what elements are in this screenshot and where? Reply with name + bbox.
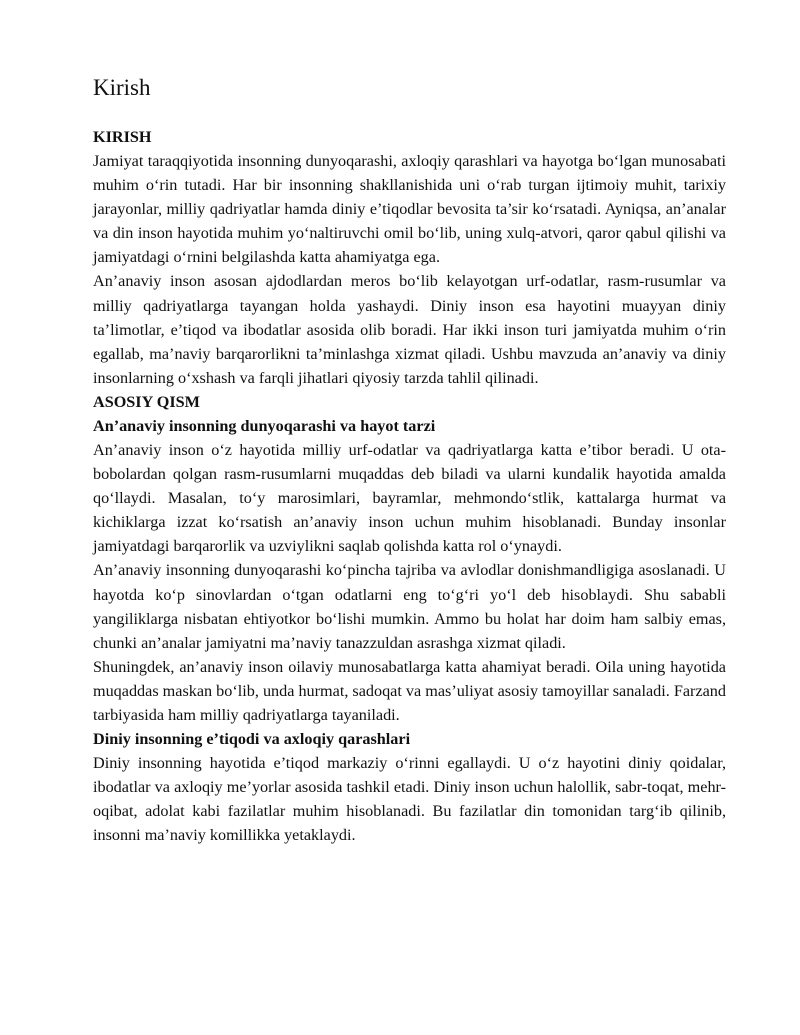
paragraph-intro-1: Jamiyat taraqqiyotida insonning dunyoqarashi, axloqiy qarashlari va hayotga bo‘lgan munosabati muhim o‘rin tutadi. Har bir insonning shakllanishida uni o‘rab turgan ijtimoiy muhit, tarixiy jarayonlar, milliy qadriyatlar hamda diniy e’tiqodlar bevosita ta’sir ko‘rsatadi. Ayniqsa, an’analar va din inson hayotida muhim yo‘naltiruvchi omil bo‘lib, uning xulq-atvori, qaror qabul qilishi va jamiyatdagi o‘rnini belgilashda katta ahamiyatga ega.: [93, 152, 726, 267]
subheading-ananaviy-inson: An’anaviy insonning dunyoqarashi va hayot tarzi: [93, 416, 436, 435]
paragraph-ananaviy-2: An’anaviy insonning dunyoqarashi ko‘pincha tajriba va avlodlar donishmandligiga asoslanadi. U hayotda ko‘p sinovlardan o‘tgan odatlarni eng to‘g‘ri yo‘l deb hisoblaydi. Shu sababli yangiliklarga nisbatan ehtiyotkor bo‘lishi mumkin. Ammo bu holat har doim ham salbiy emas, chunki an’analar jamiyatni ma’naviy tanazzuldan asrashga xizmat qiladi.: [93, 561, 726, 652]
paragraph-ananaviy-1: An’anaviy inson o‘z hayotida milliy urf-odatlar va qadriyatlarga katta e’tibor beradi. U ota-bobolardan qolgan rasm-rusumlarni muqaddas deb biladi va ularni kundalik hayotida amalda qo‘llaydi. Masalan, to‘y marosimlari, bayramlar, mehmondo‘stlik, kattalarga hurmat va kichiklarga izzat ko‘rsatish an’anaviy inson uchun muhim hisoblanadi. Bunday insonlar jamiyatdagi barqarorlik va uzviylikni saqlab qolishda katta rol o‘ynaydi.: [93, 440, 726, 556]
heading-asosiy-qism: ASOSIY QISM: [93, 392, 200, 411]
subheading-diniy-inson: Diniy insonning e’tiqodi va axloqiy qarashlari: [93, 730, 411, 749]
paragraph-diniy-1: Diniy insonning hayotida e’tiqod markaziy o‘rinni egallaydi. U o‘z hayotini diniy qoidalar, ibodatlar va axloqiy me’yorlar asosida tashkil etadi. Diniy inson uchun halollik, sabr-toqat, mehr-oqibat, adolat kabi fazilatlar muhim hisoblanadi. Bu fazilatlar din tomonidan targ‘ib qilinib, insonni ma’naviy komillikka yetaklaydi.: [93, 754, 726, 845]
heading-kirish: KIRISH: [93, 128, 152, 146]
document-title: Kirish: [93, 75, 151, 100]
paragraph-intro-2: An’anaviy inson asosan ajdodlardan meros bo‘lib kelayotgan urf-odatlar, rasm-rusumlar va milliy qadriyatlarga tayangan holda yashaydi. Diniy inson esa hayotini muayyan diniy ta’limotlar, e’tiqod va ibodatlar asosida olib boradi. Har ikki inson turi jamiyatda muhim o‘rin egallab, ma’naviy barqarorlikni ta’minlashga xizmat qiladi. Ushbu mavzuda an’anaviy va diniy insonlarning o‘xshash va farqli jihatlari qiyosiy tarzda tahlil qilinadi.: [93, 272, 726, 387]
paragraph-ananaviy-3: Shuningdek, an’anaviy inson oilaviy munosabatlarga katta ahamiyat beradi. Oila uning hayotida muqaddas maskan bo‘lib, unda hurmat, sadoqat va mas’uliyat asosiy tamoyillar sanaladi. Farzand tarbiyasida ham milliy qadriyatlarga tayaniladi.: [93, 657, 726, 724]
document-page: [93, 72, 726, 847]
